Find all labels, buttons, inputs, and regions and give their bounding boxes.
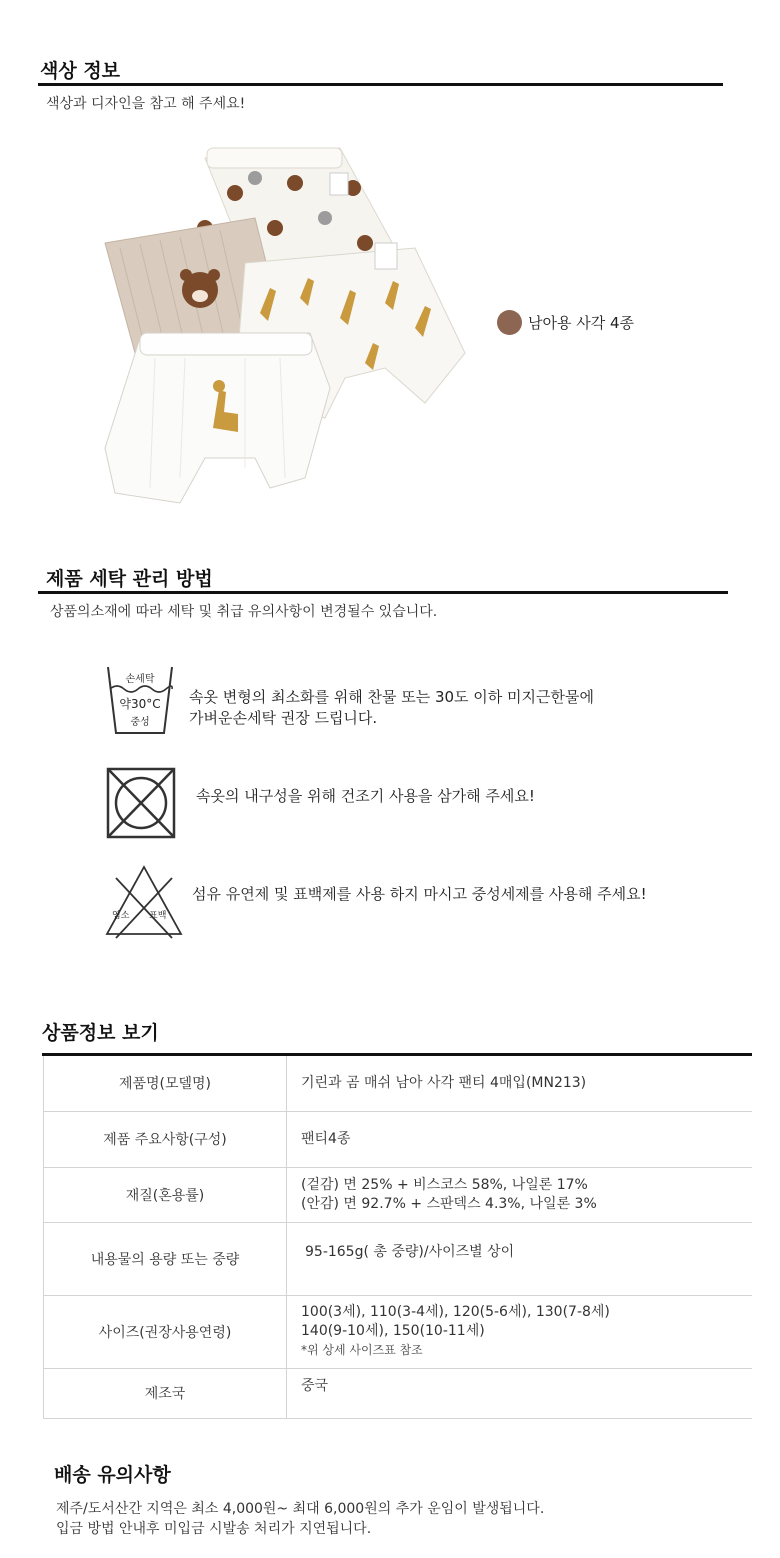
material-label: 재질(혼용률) xyxy=(44,1167,287,1222)
origin-label: 제조국 xyxy=(44,1368,287,1418)
product-image xyxy=(95,138,475,523)
table-row xyxy=(44,1167,753,1222)
size-line-2: 140(9-10세), 150(10-11세) xyxy=(301,1323,485,1339)
hand-wash-icon-temp: 약30°C xyxy=(119,697,161,711)
shipping-title: 배송 유의사항 xyxy=(54,1464,171,1486)
size-note: *위 상세 사이즈표 참조 xyxy=(301,1343,423,1357)
hand-wash-icon-top: 손세탁 xyxy=(125,674,155,685)
size-line-1: 100(3세), 110(3-4세), 120(5-6세), 130(7-8세) xyxy=(301,1304,610,1320)
size-value xyxy=(287,1295,753,1368)
no-bleach-text: 섬유 유연제 및 표백제를 사용 하지 마시고 중성세제를 사용해 주세요! xyxy=(192,885,647,903)
color-section-title: 색상 정보 xyxy=(40,60,121,82)
product-info-table xyxy=(43,1056,752,1419)
shipping-line-2: 입금 방법 안내후 미입금 시발송 처리가 지연됩니다. xyxy=(56,1521,372,1537)
table-row xyxy=(44,1368,753,1418)
hand-wash-text-1: 속옷 변형의 최소화를 위해 찬물 또는 30도 이하 미지근한물에 xyxy=(189,688,594,706)
composition-value: 팬티4종 xyxy=(287,1111,753,1167)
table-row xyxy=(44,1222,753,1295)
hand-wash-icon xyxy=(105,665,175,737)
origin-value: 중국 xyxy=(287,1368,753,1418)
weight-value: 95-165g( 총 중량)/사이즈별 상이 xyxy=(287,1222,753,1295)
composition-label: 제품 주요사항(구성) xyxy=(44,1111,287,1167)
hand-wash-icon-bottom: 중성 xyxy=(130,717,150,728)
no-tumble-dry-icon xyxy=(106,767,176,839)
color-swatch-label: 남아용 사각 4종 xyxy=(528,314,635,332)
color-section-subtitle: 색상과 디자인을 참고 해 주세요! xyxy=(46,96,246,112)
section-divider xyxy=(38,591,728,594)
material-inner: (안감) 면 92.7% + 스판덱스 4.3%, 나일론 3% xyxy=(301,1195,597,1212)
material-outer: (겉감) 면 25% + 비스코스 58%, 나일론 17% xyxy=(301,1176,588,1193)
product-name-label: 제품명(모델명) xyxy=(44,1056,287,1111)
wash-section-title: 제품 세탁 관리 방법 xyxy=(46,568,213,590)
size-label: 사이즈(권장사용연령) xyxy=(44,1295,287,1368)
no-bleach-icon-right: 표백 xyxy=(149,911,167,921)
shipping-line-1: 제주/도서산간 지역은 최소 4,000원~ 최대 6,000원의 추가 운임이 발생됩니다. xyxy=(56,1501,545,1517)
no-bleach-icon-left: 염소 xyxy=(112,911,130,921)
wash-section-subtitle: 상품의소재에 따라 세탁 및 취급 유의사항이 변경될수 있습니다. xyxy=(50,604,438,620)
color-swatch xyxy=(497,310,522,335)
product-info-title: 상품정보 보기 xyxy=(42,1022,159,1044)
no-dryer-text: 속옷의 내구성을 위해 건조기 사용을 삼가해 주세요! xyxy=(196,787,535,805)
product-name-value: 기린과 곰 매쉬 남아 사각 팬티 4매입(MN213) xyxy=(287,1056,753,1111)
weight-label: 내용물의 용량 또는 중량 xyxy=(44,1222,287,1295)
material-value xyxy=(287,1167,753,1222)
table-row xyxy=(44,1295,753,1368)
table-row xyxy=(44,1056,753,1111)
section-divider xyxy=(38,83,723,86)
table-row xyxy=(44,1111,753,1167)
hand-wash-text-2: 가벼운손세탁 권장 드립니다. xyxy=(189,709,378,727)
no-bleach-icon xyxy=(104,864,184,939)
